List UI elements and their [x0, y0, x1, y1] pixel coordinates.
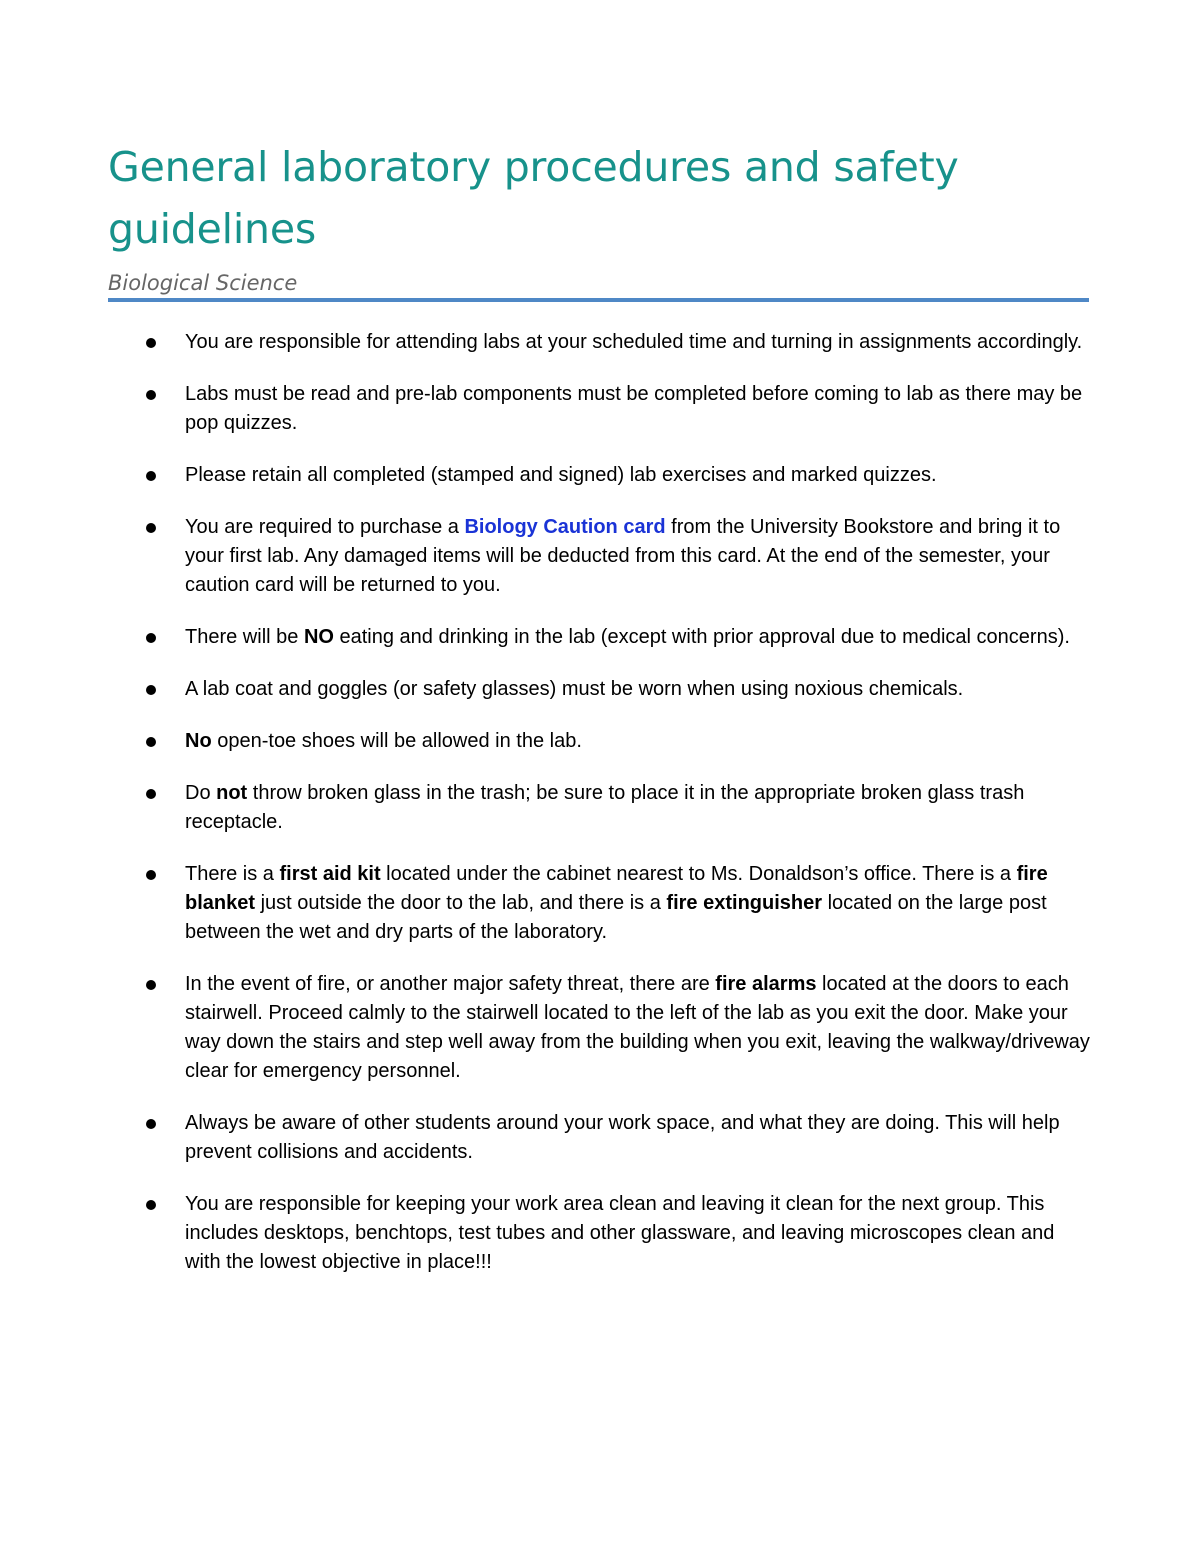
bullet-icon [146, 980, 156, 990]
item-text: You are required to purchase a [185, 516, 465, 538]
item-text: You are responsible for attending labs at your scheduled time and turning in assignments accordingly. [185, 331, 1083, 353]
item-text: located at the doors to each stairwell. Proceed calmly to the stairwell located to the left of the lab as you exit the door. Make your way down the stairs and step well away from the building when you exit, leaving the walkway/driveway clear for emergency personnel. [185, 973, 1090, 1082]
list-item [108, 860, 1093, 947]
biology-caution-card-link[interactable]: Biology Caution card [464, 516, 666, 538]
bullet-icon [146, 471, 156, 481]
bullet-icon [146, 737, 156, 747]
bullet-icon [146, 338, 156, 348]
item-text: just outside the door to the lab, and there is a [255, 892, 667, 914]
item-text: throw broken glass in the trash; be sure to place it in the appropriate broken glass trash receptacle. [185, 782, 1025, 833]
emphasis-text: fire extinguisher [666, 892, 823, 914]
item-text: Do [185, 782, 217, 804]
bullet-icon [146, 685, 156, 695]
list-item [108, 513, 1093, 600]
emphasis-text: first aid kit [279, 863, 381, 885]
list-item [108, 328, 1093, 357]
item-text: from the University Bookstore and bring it to your first lab. Any damaged items will be deducted from this card. At the end of the semester, your caution card will be returned to you. [185, 516, 1061, 596]
emphasis-text: fire blanket [185, 863, 1048, 914]
emphasis-text: NO [303, 626, 334, 648]
document-subtitle: Biological Science [108, 271, 298, 295]
bullet-icon [146, 1119, 156, 1129]
title-divider [108, 298, 1089, 302]
list-item [108, 779, 1093, 837]
item-text: A lab coat and goggles (or safety glasses) must be worn when using noxious chemicals. [185, 678, 964, 700]
guidelines-list [108, 328, 1093, 1300]
item-text: Please retain all completed (stamped and signed) lab exercises and marked quizzes. [185, 464, 937, 486]
emphasis-text: No [185, 730, 212, 752]
bullet-icon [146, 633, 156, 643]
item-text: There is a [185, 863, 280, 885]
list-item [108, 1109, 1093, 1167]
list-item [108, 380, 1093, 438]
list-item [108, 727, 1093, 756]
item-text: located on the large post between the wet and dry parts of the laboratory. [185, 892, 1047, 943]
bullet-icon [146, 523, 156, 533]
list-item [108, 970, 1093, 1086]
document-title: General laboratory procedures and safety guidelines [108, 143, 959, 253]
item-text: located under the cabinet nearest to Ms. Donaldson’s office. There is a [380, 863, 1017, 885]
list-item [108, 461, 1093, 490]
bullet-icon [146, 1200, 156, 1210]
bullet-icon [146, 789, 156, 799]
item-text: You are responsible for keeping your work area clean and leaving it clean for the next group. This includes desktops, benchtops, test tubes and other glassware, and leaving microscopes clean and with the lowest objective in place!!! [185, 1193, 1055, 1273]
item-text: In the event of fire, or another major safety threat, there are [185, 973, 716, 995]
item-text: There will be [185, 626, 304, 648]
list-item [108, 1190, 1093, 1277]
list-item [108, 675, 1093, 704]
item-text: eating and drinking in the lab (except with prior approval due to medical concerns). [333, 626, 1070, 648]
bullet-icon [146, 870, 156, 880]
emphasis-text: not [216, 782, 248, 804]
item-text: Always be aware of other students around your work space, and what they are doing. This will help prevent collisions and accidents. [185, 1112, 1060, 1163]
bullet-icon [146, 390, 156, 400]
list-item [108, 623, 1093, 652]
emphasis-text: fire alarms [715, 973, 817, 995]
item-text: open-toe shoes will be allowed in the lab. [211, 730, 582, 752]
item-text: Labs must be read and pre-lab components must be completed before coming to lab as there may be pop quizzes. [185, 383, 1083, 434]
